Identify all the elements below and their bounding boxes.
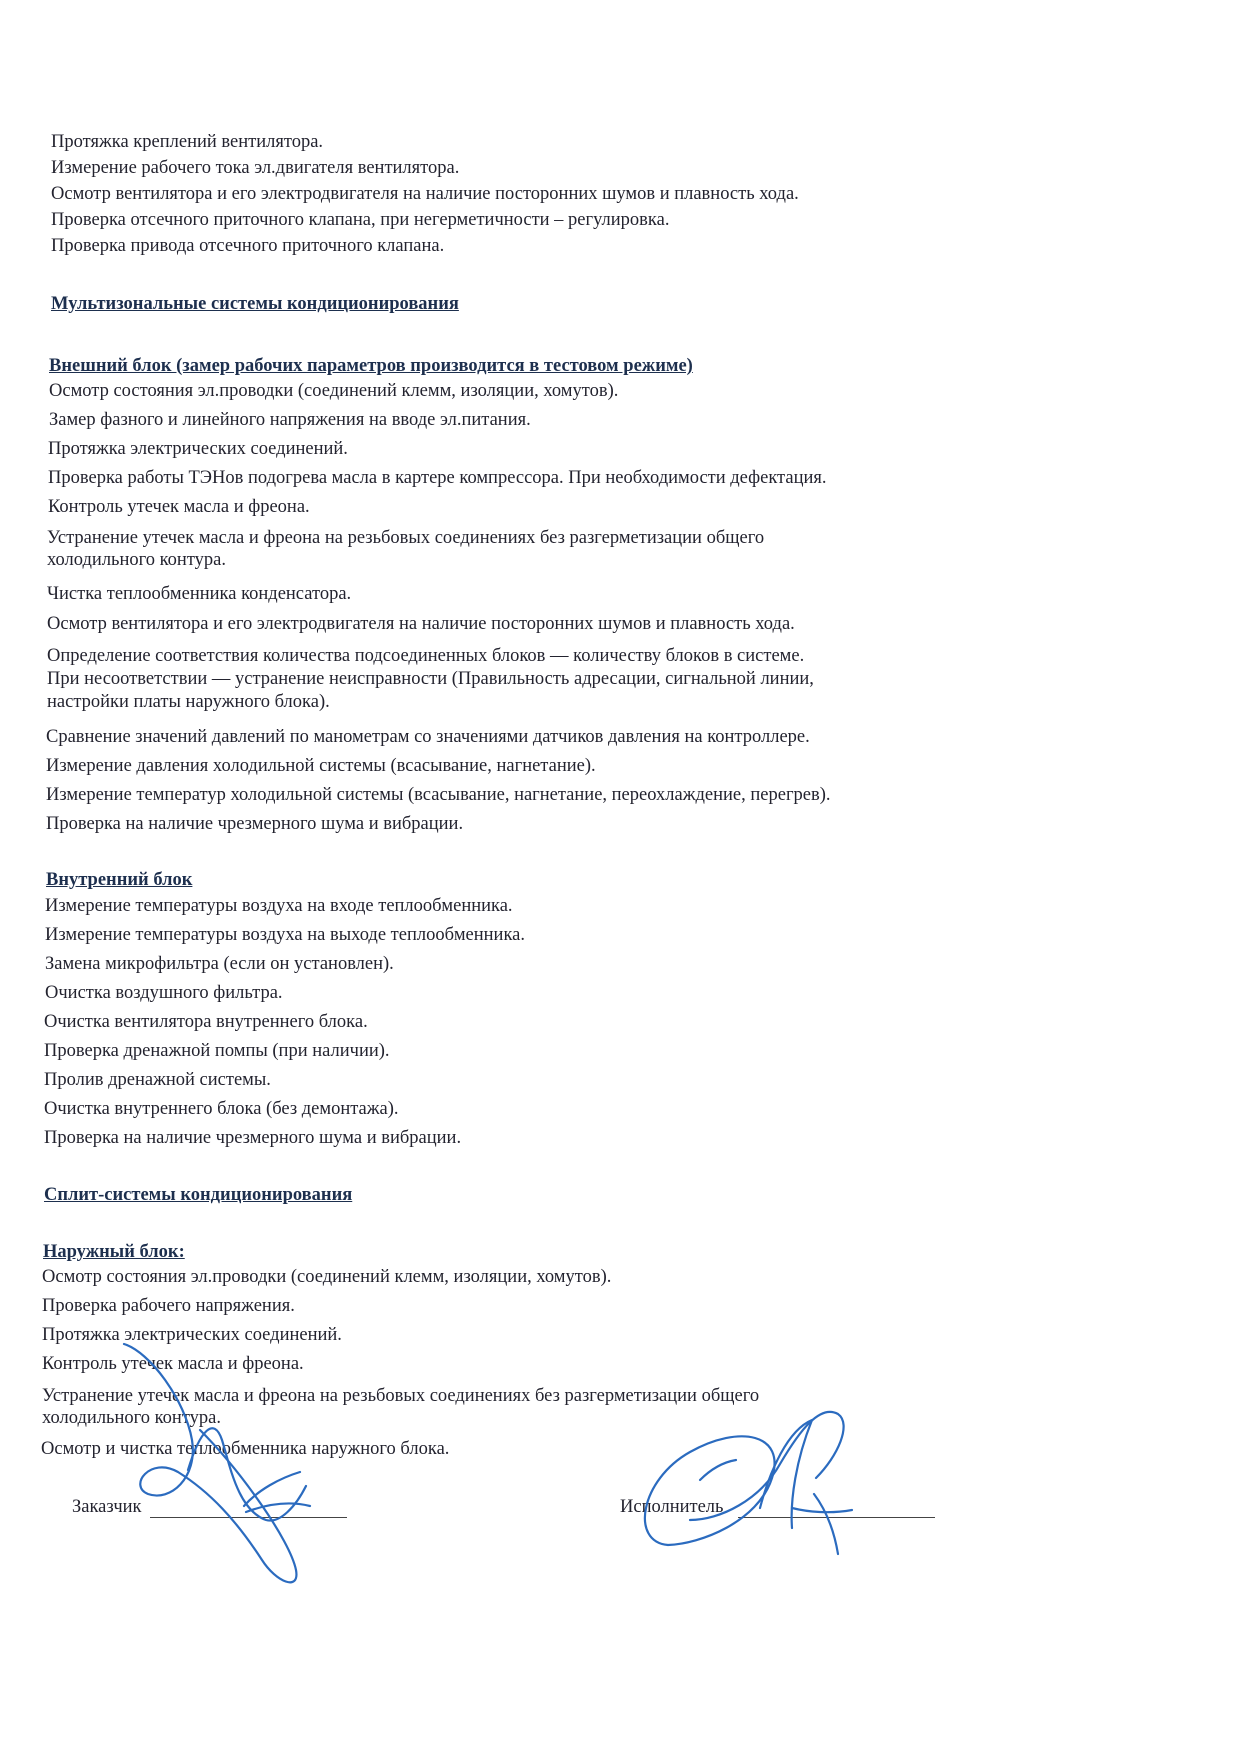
text-line: Сравнение значений давлений по манометрам со значениями датчиков давления на контроллере.	[46, 727, 810, 747]
text-line: Очистка воздушного фильтра.	[45, 983, 283, 1003]
text-line: При несоответствии — устранение неисправности (Правильность адресации, сигнальной линии,	[47, 669, 814, 689]
text-line: холодильного контура.	[47, 550, 227, 570]
text-line: Проверка на наличие чрезмерного шума и вибрации.	[46, 814, 464, 834]
text-line: Определение соответствия количества подсоединенных блоков — количеству блоков в системе.	[47, 646, 805, 666]
text-line: Проверка работы ТЭНов подогрева масла в картере компрессора. При необходимости дефектация.	[48, 468, 827, 488]
text-line: Осмотр состояния эл.проводки (соединений клемм, изоляции, хомутов).	[49, 381, 619, 401]
subsection-heading-outdoor-unit: Внешний блок (замер рабочих параметров производится в тестовом режиме)	[49, 356, 693, 376]
text-line: Измерение рабочего тока эл.двигателя вентилятора.	[51, 158, 460, 178]
text-line: Проверка рабочего напряжения.	[42, 1296, 295, 1316]
text-line: Измерение температуры воздуха на выходе теплообменника.	[45, 925, 525, 945]
text-line: Осмотр вентилятора и его электродвигателя на наличие посторонних шумов и плавность хода.	[51, 184, 799, 204]
text-line: Контроль утечек масла и фреона.	[48, 497, 310, 517]
customer-label: Заказчик	[72, 1497, 142, 1517]
text-line: Чистка теплообменника конденсатора.	[47, 584, 352, 604]
text-line: Устранение утечек масла и фреона на резьбовых соединениях без разгерметизации общего	[47, 528, 765, 548]
text-line: Осмотр состояния эл.проводки (соединений клемм, изоляции, хомутов).	[42, 1267, 612, 1287]
text-line: Очистка внутреннего блока (без демонтажа).	[44, 1099, 399, 1119]
contractor-label: Исполнитель	[620, 1497, 724, 1517]
text-line: Протяжка электрических соединений.	[42, 1325, 342, 1345]
text-line: Замена микрофильтра (если он установлен).	[45, 954, 394, 974]
text-line: настройки платы наружного блока).	[47, 692, 330, 712]
text-line: Контроль утечек масла и фреона.	[42, 1354, 304, 1374]
text-line: Измерение температуры воздуха на входе теплообменника.	[45, 896, 513, 916]
text-line: Проверка дренажной помпы (при наличии).	[44, 1041, 390, 1061]
text-line: Очистка вентилятора внутреннего блока.	[44, 1012, 368, 1032]
text-line: Проверка отсечного приточного клапана, при негерметичности – регулировка.	[51, 210, 670, 230]
contractor-signature-strokes	[645, 1412, 852, 1554]
text-line: Измерение давления холодильной системы (всасывание, нагнетание).	[46, 756, 596, 776]
subsection-heading-indoor-unit: Внутренний блок	[46, 870, 193, 890]
text-line: Протяжка креплений вентилятора.	[51, 132, 324, 152]
text-line: Осмотр вентилятора и его электродвигателя на наличие посторонних шумов и плавность хода.	[47, 614, 795, 634]
subsection-heading-split-outdoor-unit: Наружный блок:	[43, 1242, 185, 1262]
section-heading-multizone: Мультизональные системы кондиционирования	[51, 294, 459, 314]
text-line: Устранение утечек масла и фреона на резьбовых соединениях без разгерметизации общего	[42, 1386, 760, 1406]
text-line: Протяжка электрических соединений.	[48, 439, 348, 459]
section-heading-split: Сплит-системы кондиционирования	[44, 1185, 353, 1205]
text-line: Проверка на наличие чрезмерного шума и вибрации.	[44, 1128, 462, 1148]
text-line: Замер фазного и линейного напряжения на вводе эл.питания.	[49, 410, 531, 430]
text-line: Осмотр и чистка теплообменника наружного блока.	[41, 1439, 450, 1459]
text-line: холодильного контура.	[42, 1408, 222, 1428]
text-line: Измерение температур холодильной системы (всасывание, нагнетание, переохлаждение, перегрев).	[46, 785, 831, 805]
text-line: Пролив дренажной системы.	[44, 1070, 271, 1090]
text-line: Проверка привода отсечного приточного клапана.	[51, 236, 445, 256]
